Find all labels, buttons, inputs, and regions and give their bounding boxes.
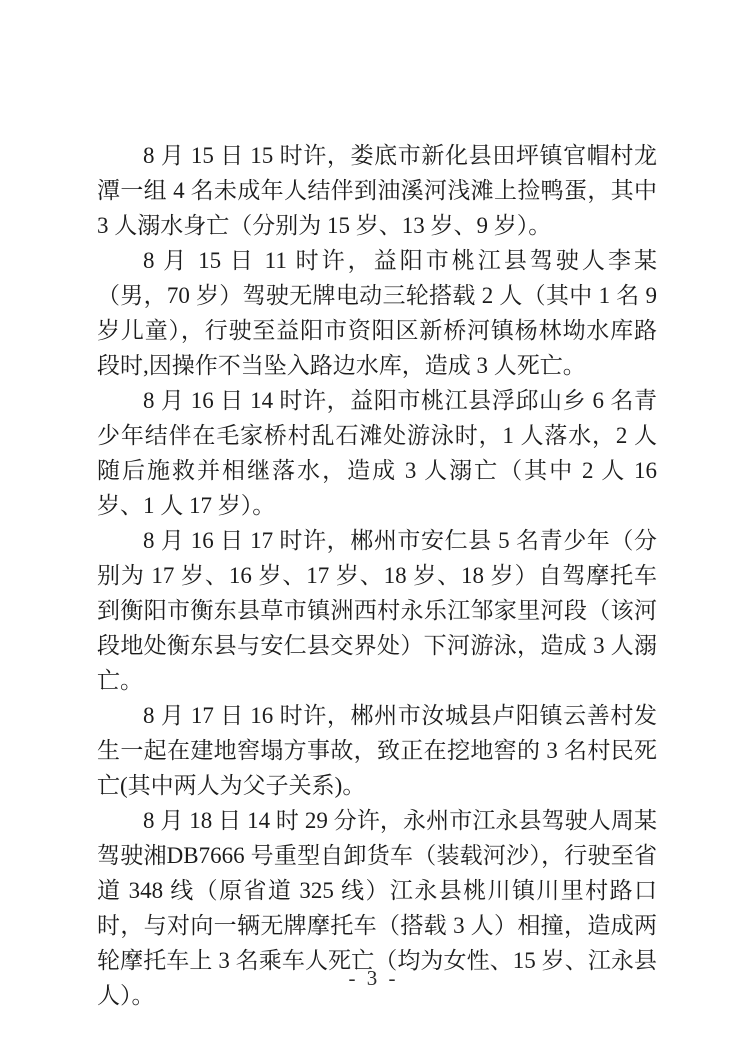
paragraph-incident-6: 8 月 18 日 14 时 29 分许，永州市江永县驾驶人周某驾驶湘DB7666 号重型自卸货车（装载河沙），行驶至省道 348 线（原省道 325 线）江永县桃川镇川里村路口时，与对向一辆无牌摩托车（搭载 3 人）相撞，造成两轮摩托车上 3 名乘车人死亡（均为女性、15 岁、江永县人）。 xyxy=(97,808,657,1008)
paragraph-incident-1: 8 月 15 日 15 时许，娄底市新化县田坪镇官帽村龙潭一组 4 名未成年人结伴到油溪河浅滩上捡鸭蛋，其中 3 人溺水身亡（分别为 15 岁、13 岁、9 岁）。 xyxy=(97,143,657,238)
paragraph-incident-3: 8 月 16 日 14 时许，益阳市桃江县浮邱山乡 6 名青少年结伴在毛家桥村乱石滩处游泳时，1 人落水，2 人随后施救并相继落水，造成 3 人溺亡（其中 2 人 16 岁、1 人 17 岁）。 xyxy=(97,388,657,518)
paragraph-incident-4: 8 月 16 日 17 时许，郴州市安仁县 5 名青少年（分别为 17 岁、16 岁、17 岁、18 岁、18 岁）自驾摩托车到衡阳市衡东县草市镇洲西村永乐江邹家里河段（该河段地处衡东县与安仁县交界处）下河游泳，造成 3 人溺亡。 xyxy=(97,528,657,693)
document-body xyxy=(97,138,657,1013)
page-footer xyxy=(0,966,747,991)
page-number: - 3 - xyxy=(348,966,399,990)
paragraph-incident-5: 8 月 17 日 16 时许，郴州市汝城县卢阳镇云善村发生一起在建地窖塌方事故，致正在挖地窖的 3 名村民死亡(其中两人为父子关系)。 xyxy=(97,703,657,798)
paragraph-incident-2: 8 月 15 日 11 时许，益阳市桃江县驾驶人李某（男，70 岁）驾驶无牌电动三轮搭载 2 人（其中 1 名 9 岁儿童），行驶至益阳市资阳区新桥河镇杨林坳水库路段时,因操作不当坠入路边水库，造成 3 人死亡。 xyxy=(97,248,657,378)
